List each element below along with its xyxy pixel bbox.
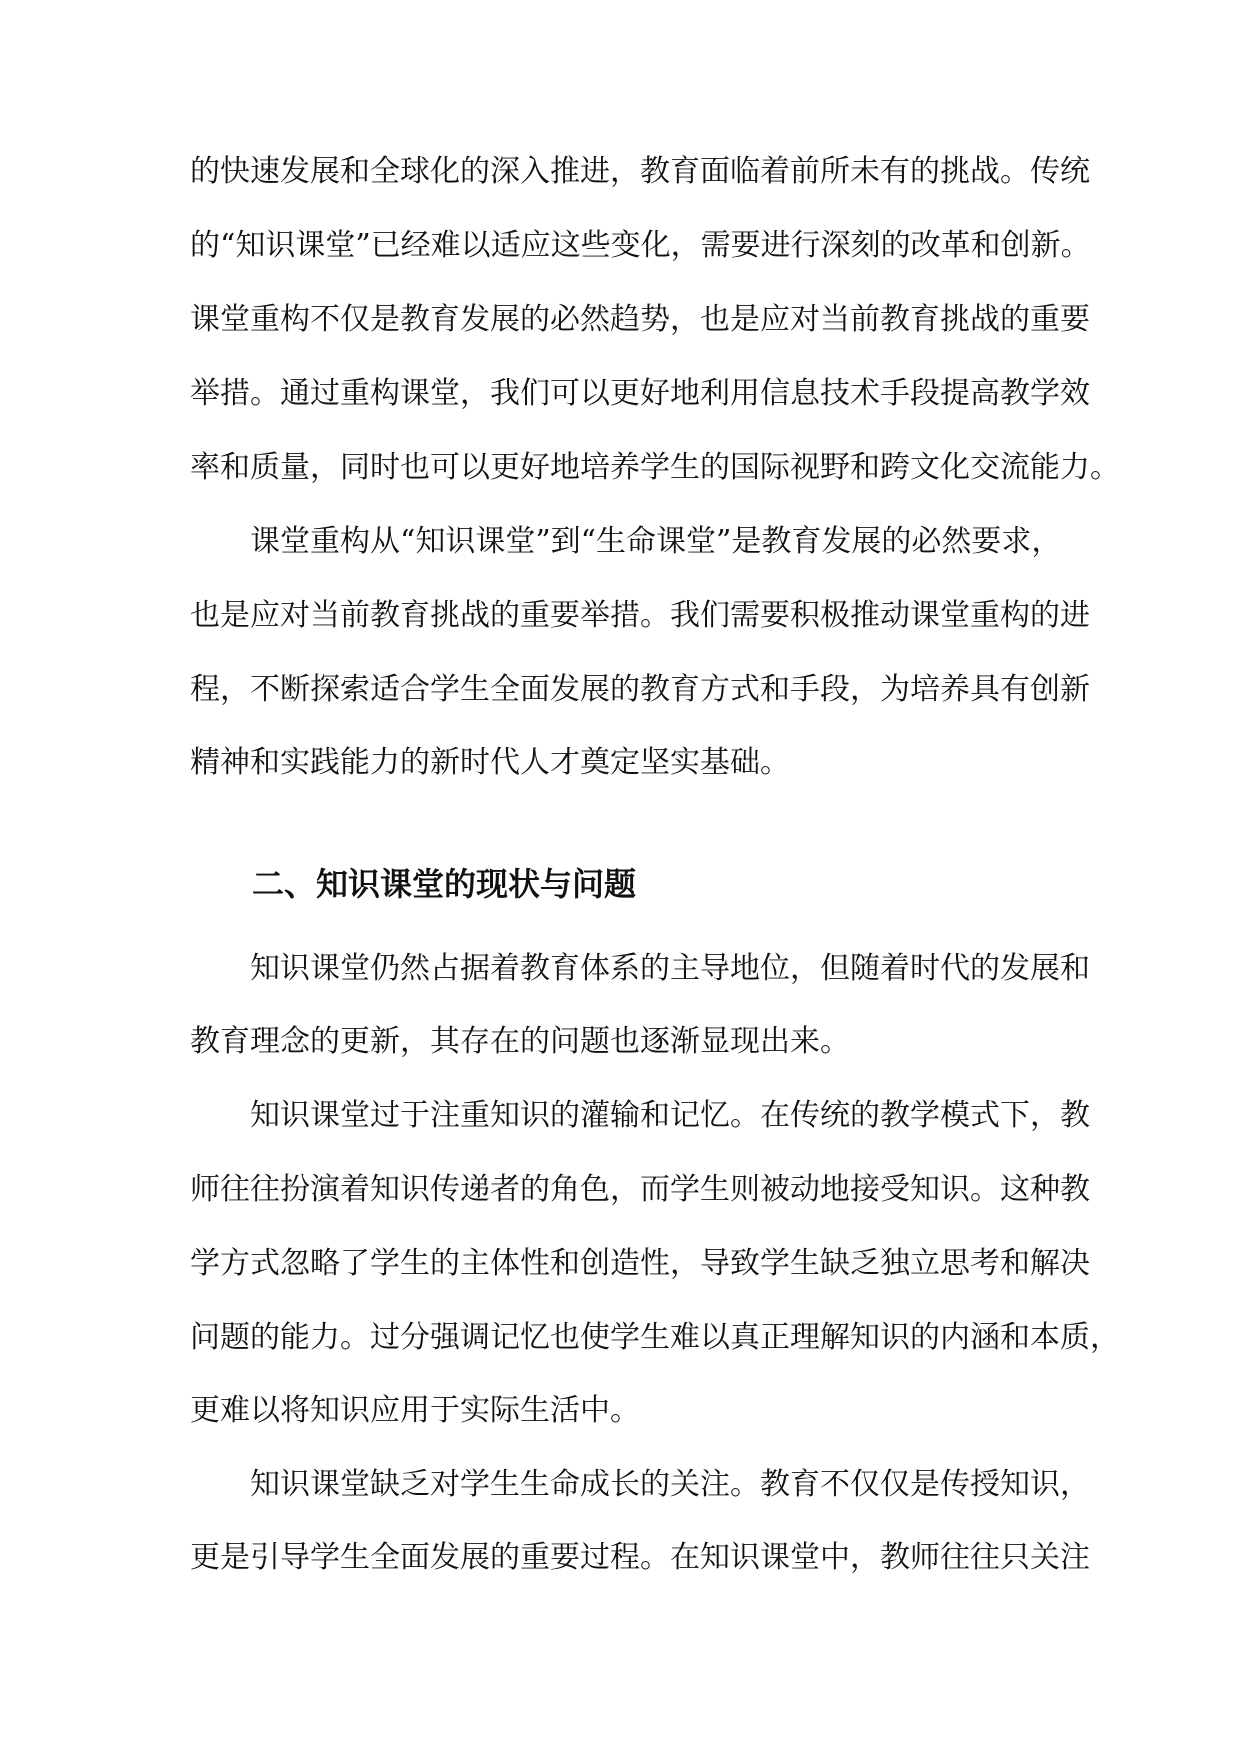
paragraph-2-line-4: 精神和实践能力的新时代人才奠定坚实基础。: [190, 745, 790, 780]
paragraph-2-line-1: 课堂重构从“知识课堂”到“生命课堂”是教育发展的必然要求，: [250, 524, 1062, 559]
section-paragraph-2-line-4: 问题的能力。过分强调记忆也使学生难以真正理解知识的内涵和本质，: [190, 1320, 1120, 1355]
paragraph-1-line-5: 率和质量，同时也可以更好地培养学生的国际视野和跨文化交流能力。: [190, 450, 1120, 485]
paragraph-2-line-3: 程，不断探索适合学生全面发展的教育方式和手段，为培养具有创新: [190, 672, 1090, 707]
paragraph-1-line-2: 的“知识课堂”已经难以适应这些变化，需要进行深刻的改革和创新。: [190, 228, 1091, 263]
section-paragraph-2-line-5: 更难以将知识应用于实际生活中。: [190, 1393, 640, 1428]
paragraph-1-line-4: 举措。通过重构课堂，我们可以更好地利用信息技术手段提高教学效: [190, 376, 1090, 411]
paragraph-1-line-1: 的快速发展和全球化的深入推进，教育面临着前所未有的挑战。传统: [190, 154, 1090, 189]
section-paragraph-1-line-2: 教育理念的更新，其存在的问题也逐渐显现出来。: [190, 1024, 850, 1059]
section-paragraph-2-line-1: 知识课堂过于注重知识的灌输和记忆。在传统的教学模式下，教: [250, 1098, 1090, 1133]
section-paragraph-3-line-2: 更是引导学生全面发展的重要过程。在知识课堂中，教师往往只关注: [190, 1540, 1090, 1575]
paragraph-2-line-2: 也是应对当前教育挑战的重要举措。我们需要积极推动课堂重构的进: [190, 598, 1090, 633]
section-heading: 二、知识课堂的现状与问题: [252, 865, 637, 903]
section-paragraph-3-line-1: 知识课堂缺乏对学生生命成长的关注。教育不仅仅是传授知识，: [250, 1467, 1090, 1502]
paragraph-1-line-3: 课堂重构不仅是教育发展的必然趋势，也是应对当前教育挑战的重要: [190, 302, 1090, 337]
section-paragraph-2-line-2: 师往往扮演着知识传递者的角色，而学生则被动地接受知识。这种教: [190, 1172, 1090, 1207]
section-paragraph-1-line-1: 知识课堂仍然占据着教育体系的主导地位，但随着时代的发展和: [250, 951, 1090, 986]
section-paragraph-2-line-3: 学方式忽略了学生的主体性和创造性，导致学生缺乏独立思考和解决: [190, 1246, 1090, 1281]
